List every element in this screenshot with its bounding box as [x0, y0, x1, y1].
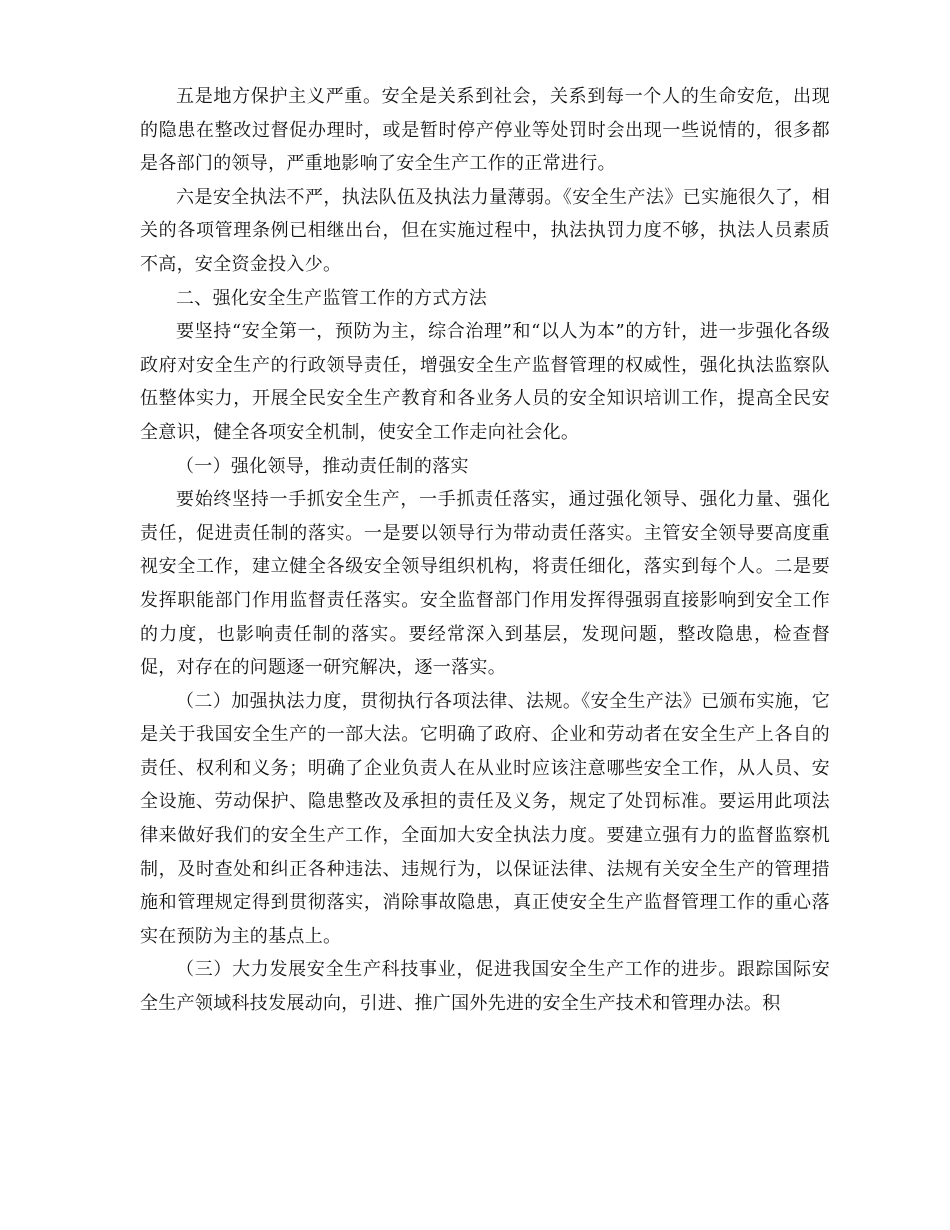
paragraph-local-protectionism: 五是地方保护主义严重。安全是关系到社会，关系到每一个人的生命安危，出现的隐患在整改过督促办理时，或是暂时停产停业等处罚时会出现一些说情的，很多都是各部门的领导，严重地影响了安全生产工作的正常进行。 — [140, 86, 830, 175]
paragraph-guiding-policy: 要坚持“安全第一，预防为主，综合治理”和“以人为本”的方针，进一步强化各级政府对安全生产的行政领导责任，增强安全生产监督管理的权威性，强化执法监察队伍整体实力，开展全民安全生产教育和各业务人员的安全知识培训工作，提高全民安全意识，健全各项安全机制，使安全工作走向社会化。 — [140, 321, 830, 443]
paragraph-law-enforcement: （二）加强执法力度，贯彻执行各项法律、法规。《安全生产法》已颁布实施，它是关于我国安全生产的一部大法。它明确了政府、企业和劳动者在安全生产上各自的责任、权利和义务；明确了企业负责人在从业时应该注意哪些安全工作，从人员、安全设施、劳动保护、隐患整改及承担的责任及义务，规定了处罚标准。要运用此项法律来做好我们的安全生产工作，全面加大安全执法力度。要建立强有力的监督监察机制，及时查处和纠正各种违法、违规行为，以保证法律、法规有关安全生产的管理措施和管理规定得到贯彻落实，消除事故隐患，真正使安全生产监督管理工作的重心落实在预防为主的基点上。 — [140, 690, 830, 947]
paragraph-responsibility-system: 要始终坚持一手抓安全生产，一手抓责任落实，通过强化领导、强化力量、强化责任，促进责任制的落实。一是要以领导行为带动责任落实。主管安全领导要高度重视安全工作，建立健全各级安全领导组织机构，将责任细化，落实到每个人。二是要发挥职能部门作用监督责任落实。安全监督部门作用发挥得强弱直接影响到安全工作的力度，也影响责任制的落实。要经常深入到基层，发现问题，整改隐患，检查督促，对存在的问题逐一研究解决，逐一落实。 — [140, 489, 830, 679]
section-heading-methods: 二、强化安全生产监管工作的方式方法 — [176, 287, 488, 309]
document-body — [140, 80, 830, 1021]
paragraph-lax-enforcement: 六是安全执法不严，执法队伍及执法力量薄弱。《安全生产法》已实施很久了，相关的各项管理条例已相继出台，但在实施过程中，执法执罚力度不够，执法人员素质不高，安全资金投入少。 — [140, 186, 830, 275]
subheading-strengthen-leadership: （一）强化领导，推动责任制的落实 — [176, 455, 469, 477]
paragraph-technology-development: （三）大力发展安全生产科技事业，促进我国安全生产工作的进步。跟踪国际安全生产领域科技发展动向，引进、推广国外先进的安全生产技术和管理办法。积 — [140, 959, 830, 1015]
